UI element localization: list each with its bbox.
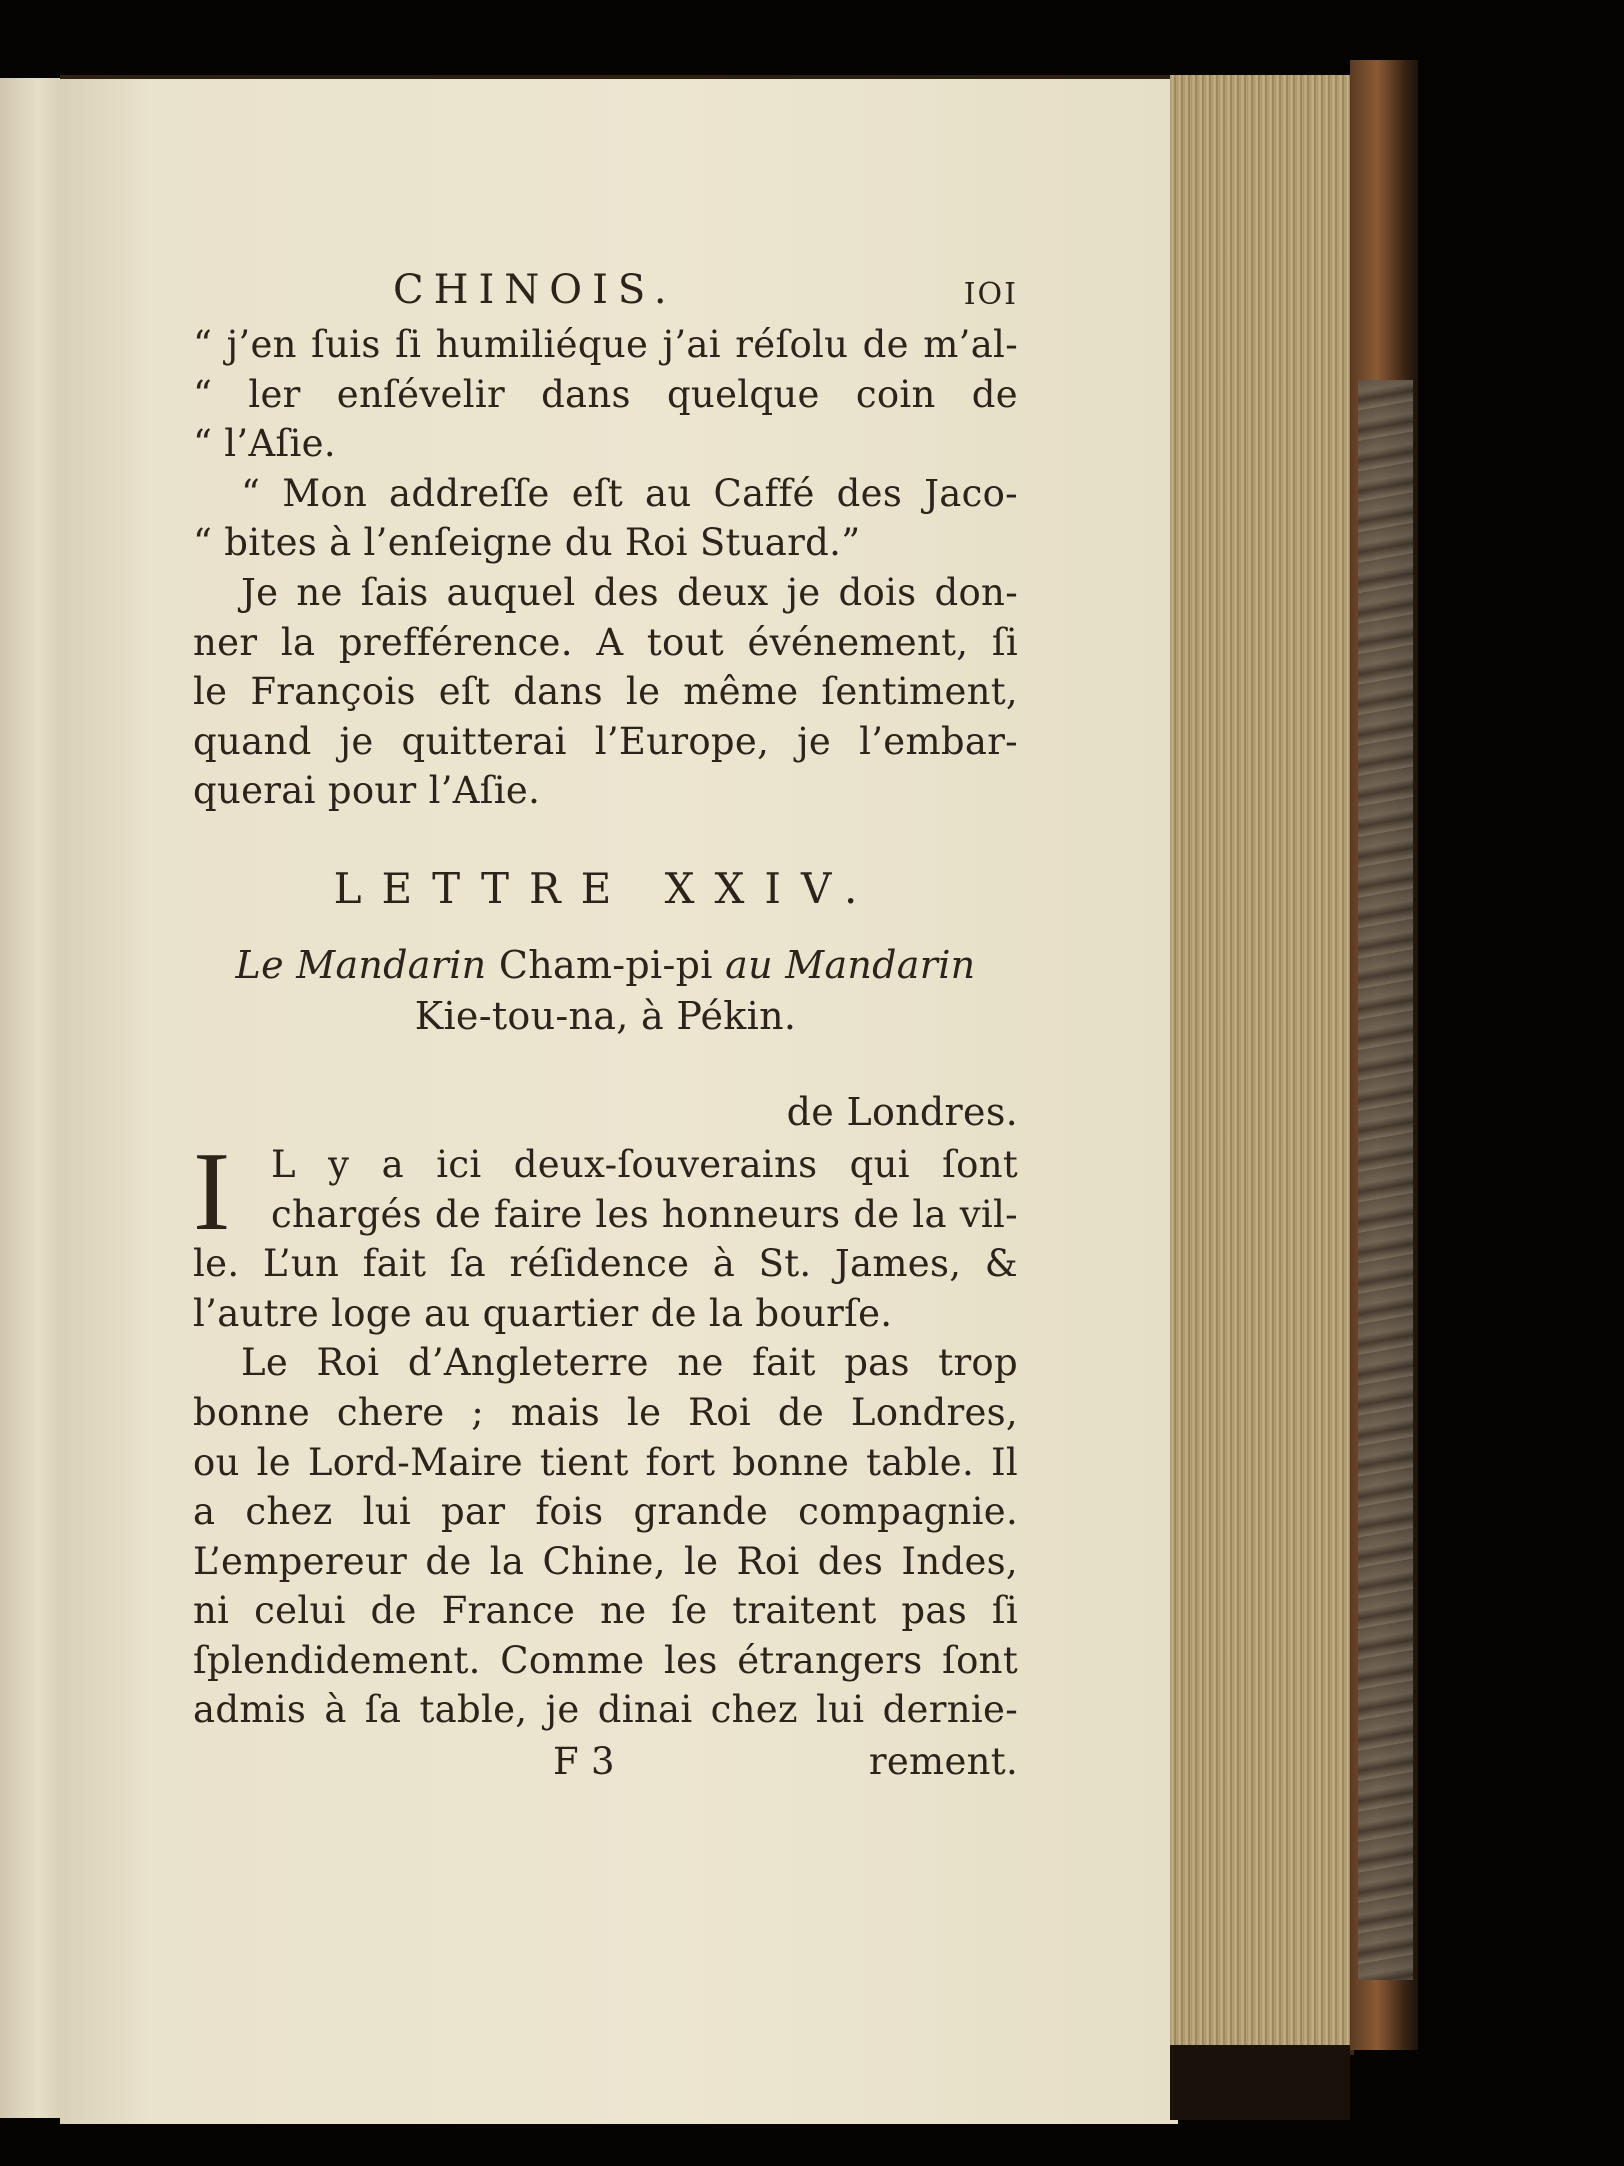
text-line: quand je quitterai l’Europe, je l’embar-: [193, 719, 1018, 763]
text-line: bonne chere ; mais le Roi de Londres,: [193, 1390, 1018, 1434]
signature-mark: F 3: [553, 1740, 615, 1784]
text-line: chargés de faire les honneurs de la vil-: [271, 1192, 1018, 1236]
drop-capital: I: [193, 1129, 231, 1254]
catchword: rement.: [868, 1740, 1018, 1784]
address-italic-b: au Mandarin: [725, 942, 976, 987]
text-line: “ l’Aſie.: [193, 422, 336, 466]
marbled-cover: [1358, 380, 1413, 1980]
letter-address: [193, 940, 1018, 1042]
text-line: ner la prefférence. A tout événement, ſi: [193, 620, 1018, 664]
address-roman: Cham-pi-pi: [498, 942, 713, 987]
address-italic-a: Le Mandarin: [235, 942, 487, 987]
running-title: CHINOIS.: [393, 267, 677, 313]
text-line: “ Mon addreſſe eſt au Caffé des Jaco-: [241, 471, 1018, 515]
text-line: le François eſt dans le même ſentiment,: [193, 670, 1018, 714]
text-line: a chez lui par fois grande compagnie.: [193, 1490, 1018, 1534]
page-number: IOI: [963, 277, 1018, 312]
letter-place: de Londres.: [786, 1089, 1018, 1134]
text-line: L’empereur de la Chine, le Roi des Indes,: [193, 1539, 1018, 1583]
quote-block: [193, 320, 1018, 568]
paragraph: [193, 568, 1018, 816]
page-text: [193, 258, 1018, 1787]
page-block-edges: [1170, 75, 1354, 2055]
text-line: ou le Lord-Maire tient fort bonne table. Il: [193, 1440, 1018, 1484]
address-line-1: [193, 940, 1018, 991]
text-line: admis à ſa table, je dinai chez lui dernie-: [193, 1688, 1018, 1732]
dropcap-paragraph: [193, 1129, 1018, 1338]
page-block-shadow: [1170, 2045, 1350, 2120]
text-line: ſplendidement. Comme les étrangers ſont: [193, 1638, 1018, 1682]
text-line: “ j’en ſuis ſi humiliéque j’ai réſolu de m’al-: [193, 323, 1018, 366]
text-line: Le Roi d’Angleterre ne fait pas trop: [241, 1341, 1018, 1385]
page-footer: [193, 1737, 1018, 1787]
text-line: le. L’un fait ſa réſidence à St. James, &: [193, 1242, 1018, 1286]
text-line: ni celui de France ne ſe traitent pas ſi: [193, 1589, 1018, 1633]
text-line: “ bites à l’enſeigne du Roi Stuard.”: [193, 521, 861, 565]
address-line-2: Kie-tou-na, à Pékin.: [414, 993, 797, 1038]
text-line: querai pour l’Aſie.: [193, 769, 541, 813]
text-line: L y a ici deux-ſouverains qui ſont: [271, 1142, 1018, 1186]
text-line: Je ne ſais auquel des deux je dois don-: [241, 570, 1018, 614]
running-head: [193, 258, 1018, 320]
letter-heading: LETTRE XXIV.: [333, 863, 878, 913]
text-line: l’autre loge au quartier de la bourſe.: [193, 1291, 893, 1335]
text-line: “ ler enſévelir dans quelque coin de: [193, 372, 1018, 416]
paragraph: [193, 1338, 1018, 1735]
left-page-edge: [0, 78, 62, 2118]
